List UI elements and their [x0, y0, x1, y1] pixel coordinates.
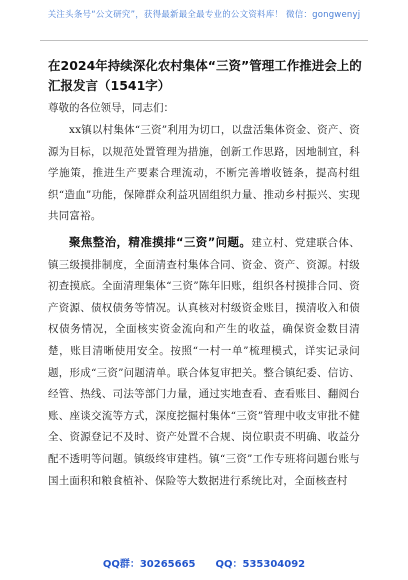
footer-qq-group: QQ群：30265665 — [102, 559, 196, 570]
document-title: 在2024年持续深化农村集体“三资”管理工作推进会上的汇报发言（1541字） — [48, 58, 362, 93]
header-divider — [40, 40, 368, 41]
header-promo-note: 关注头条号“公文研究”，获得最新最全最专业的公文资料库！ 微信：gongwenyj — [47, 10, 361, 20]
paragraph-text: 建立村、党建联合体、镇三级摸排制度，全面清查村集体合同、资金、资产、资源。村级初查摸底。全面清理集体“三资”陈年旧账，组织各村摸排合同、资产资源、债权债务等情况。认真核对村级资金账目，摸清收入和债权债务情况，全面核实资金流向和产生的收益，确保资金数目清楚，账目清晰使用安全。按照“一村一单”梳理模式，详实记录问题，形成“三资”问题清单。联合体复审把关。整合镇纪委、信访、经管、热线、司法等部门力量，通过实地查看、查看账目、翻阅台账、座谈交流等方式，深度挖掘村集体“三资”管理中收支审批不健全、资源登记不及时、资产处置不合规、岗位职责不明确、收益分配不透明等问题。镇级终审建档。镇“三资”工作专班将问题台账与国土面积和粮食植补、保险等大数据进行系统比对，全面核查村 — [48, 236, 360, 487]
document-body — [48, 120, 360, 492]
paragraph-text: xx镇以村集体“三资”利用为切口，以盘活集体资金、资产、资源为目标，以规范处置管理为措施，创新工作思路，因地制宜，科学施策，推进生产要素合理流动，不断完善增收链条，提高村组织“造血”功能，保障群众利益巩固组织力量、推动乡村振兴、实现共同富裕。 — [48, 124, 360, 223]
paragraph-focus-rectification — [48, 232, 360, 492]
paragraph-lead-heading: 聚焦整治，精准摸排“三资”问题。 — [69, 234, 252, 249]
paragraph-intro — [48, 120, 360, 228]
footer-qq-number: QQ：535304092 — [215, 559, 306, 570]
salutation: 尊敬的各位领导，同志们： — [48, 102, 174, 114]
footer-contact — [0, 555, 408, 570]
